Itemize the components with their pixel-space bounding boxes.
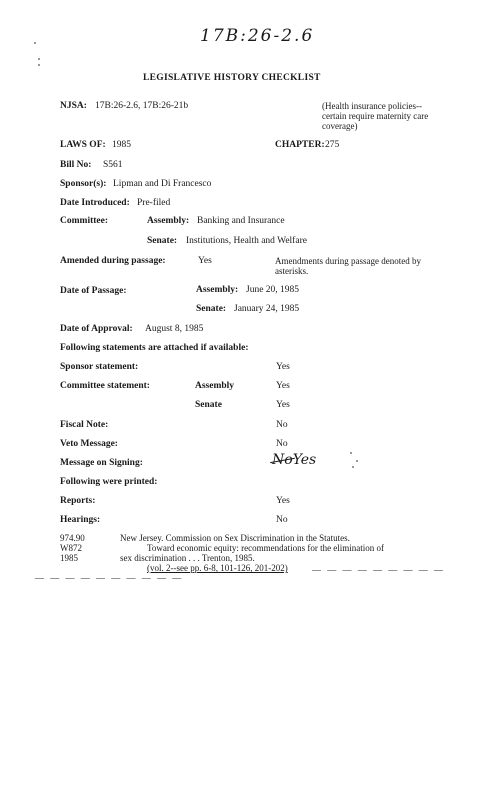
committee-statement-assembly-label: Assembly xyxy=(195,381,235,391)
laws-of-label: LAWS OF: xyxy=(60,140,106,150)
message-on-signing-handwritten: Yes xyxy=(292,452,317,468)
sponsors-label: Sponsor(s): xyxy=(60,179,107,189)
committee-label: Committee: xyxy=(60,216,109,226)
citation-line-2: Toward economic equity: recommendations for the elimination of xyxy=(147,543,385,553)
message-on-signing-struck: No xyxy=(272,452,293,468)
fiscal-note-label: Fiscal Note: xyxy=(60,420,109,430)
veto-message-label: Veto Message: xyxy=(60,439,118,449)
committee-senate-label: Senate: xyxy=(147,236,178,246)
passage-assembly-label: Assembly: xyxy=(196,285,239,295)
committee-statement-senate-label: Senate xyxy=(195,400,222,410)
message-on-signing-value xyxy=(272,452,316,468)
statements-heading: Following statements are attached if available: xyxy=(60,343,249,353)
njsa-value: 17B:26-2.6, 17B:26-21b xyxy=(95,101,189,111)
reports-label: Reports: xyxy=(60,496,96,506)
committee-statement-assembly-value: Yes xyxy=(276,381,290,391)
sponsor-statement-value: Yes xyxy=(276,362,290,372)
committee-assembly-label: Assembly: xyxy=(147,216,190,226)
date-of-approval-value: August 8, 1985 xyxy=(145,324,204,334)
printed-heading: Following were printed: xyxy=(60,477,158,487)
amended-label: Amended during passage: xyxy=(60,256,166,266)
sponsors-value: Lipman and Di Francesco xyxy=(113,179,212,189)
passage-senate-value: January 24, 1985 xyxy=(234,304,300,314)
date-introduced-label: Date Introduced: xyxy=(60,198,130,208)
njsa-label: NJSA: xyxy=(60,101,87,111)
laws-of-value: 1985 xyxy=(112,140,131,150)
dashed-rule-left: — — — — — — — — — — xyxy=(35,573,184,583)
passage-senate-label: Senate: xyxy=(196,304,227,314)
chapter-value: 275 xyxy=(325,140,340,150)
dashed-rule-right: — — — — — — — — — xyxy=(312,565,445,575)
citation-call-number-2: W872 xyxy=(60,543,82,553)
chapter-label: CHAPTER: xyxy=(275,140,325,150)
hearings-value: No xyxy=(276,515,288,525)
bill-no-label: Bill No: xyxy=(60,160,92,170)
citation-call-number-1: 974.90 xyxy=(60,533,85,543)
citation-line-1: New Jersey. Commission on Sex Discrimination in the Statutes. xyxy=(120,533,350,543)
passage-assembly-value: June 20, 1985 xyxy=(246,285,300,295)
citation-line-3: sex discrimination . . . Trenton, 1985. xyxy=(120,553,255,563)
citation-line-4: (vol. 2--see pp. 6-8, 101-126, 201-202) xyxy=(147,563,288,573)
date-of-approval-label: Date of Approval: xyxy=(60,324,133,334)
hearings-label: Hearings: xyxy=(60,515,101,525)
committee-statement-senate-value: Yes xyxy=(276,400,290,410)
committee-assembly-value: Banking and Insurance xyxy=(197,216,285,226)
bill-no-value: S561 xyxy=(103,160,123,170)
citation-call-number-3: 1985 xyxy=(60,553,78,563)
reports-value: Yes xyxy=(276,496,290,506)
sponsor-statement-label: Sponsor statement: xyxy=(60,362,139,372)
committee-senate-value: Institutions, Health and Welfare xyxy=(186,236,307,246)
amended-note: Amendments during passage denoted by asterisks. xyxy=(275,256,421,276)
veto-message-value: No xyxy=(276,439,288,449)
committee-statement-label: Committee statement: xyxy=(60,381,150,391)
page-title: LEGISLATIVE HISTORY CHECKLIST xyxy=(143,73,321,83)
njsa-note: (Health insurance policies--certain require maternity care coverage) xyxy=(322,101,429,131)
fiscal-note-value: No xyxy=(276,420,288,430)
date-introduced-value: Pre-filed xyxy=(137,198,171,208)
date-of-passage-label: Date of Passage: xyxy=(60,286,127,296)
amended-value: Yes xyxy=(198,256,212,266)
message-on-signing-label: Message on Signing: xyxy=(60,458,143,468)
handwritten-reference: 17B:26-2.6 xyxy=(200,26,315,46)
